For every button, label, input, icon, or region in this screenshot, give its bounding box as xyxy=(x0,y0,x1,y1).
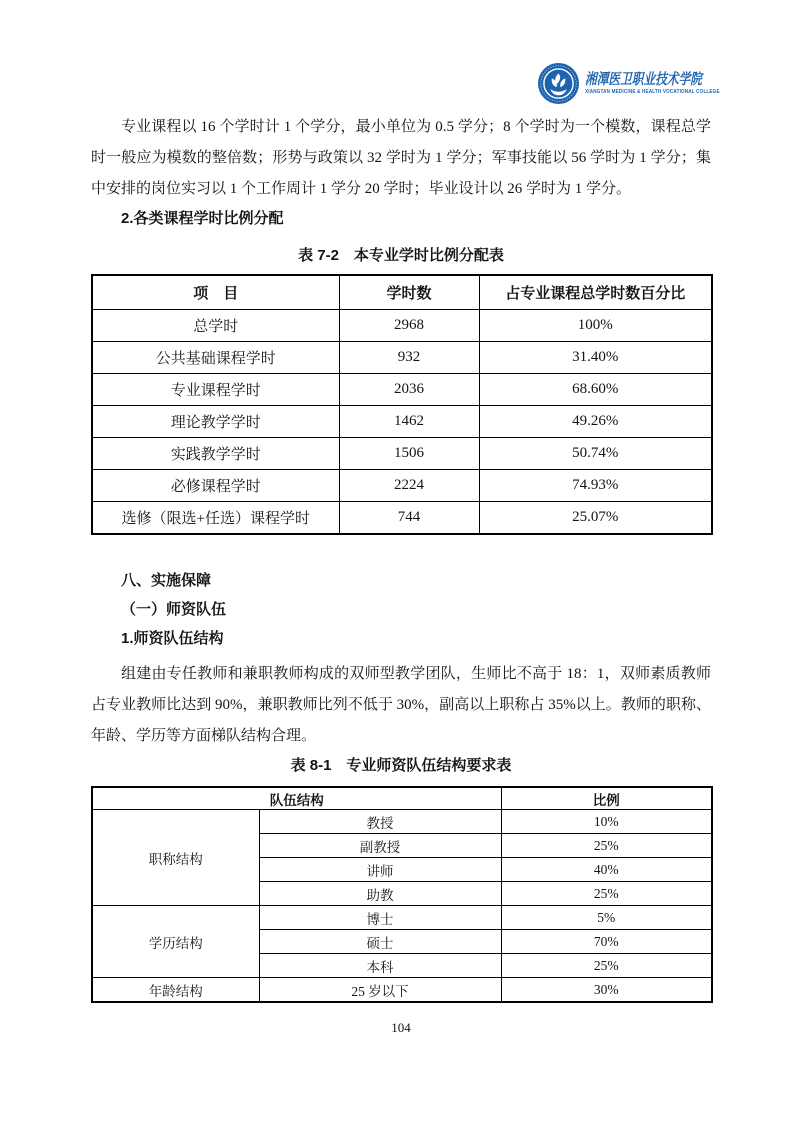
table-row xyxy=(92,406,712,438)
hours-cell: 2224 xyxy=(339,470,479,502)
ratio-cell: 25% xyxy=(501,954,712,978)
table-header-row xyxy=(92,787,712,810)
hours-cell: 2968 xyxy=(339,310,479,342)
group-label-title-structure: 职称结构 xyxy=(92,810,259,906)
item-cell: 专业课程学时 xyxy=(92,374,339,406)
ratio-cell: 5% xyxy=(501,906,712,930)
category-cell: 副教授 xyxy=(259,834,501,858)
category-cell: 本科 xyxy=(259,954,501,978)
percentage-cell: 74.93% xyxy=(479,470,712,502)
table-row xyxy=(92,438,712,470)
college-name-en: XIANGTAN MEDICINE & HEALTH VOCATIONAL COLLEGE xyxy=(585,89,720,95)
item-cell: 公共基础课程学时 xyxy=(92,342,339,374)
hours-cell: 744 xyxy=(339,502,479,535)
group-label-education-structure: 学历结构 xyxy=(92,906,259,978)
college-emblem-icon xyxy=(537,62,580,105)
category-cell: 助教 xyxy=(259,882,501,906)
item-cell: 理论教学学时 xyxy=(92,406,339,438)
percentage-cell: 100% xyxy=(479,310,712,342)
ratio-cell: 40% xyxy=(501,858,712,882)
ratio-cell: 25% xyxy=(501,834,712,858)
ratio-cell: 10% xyxy=(501,810,712,834)
category-cell: 博士 xyxy=(259,906,501,930)
paragraph-faculty-team: 组建由专任教师和兼职教师构成的双师型教学团队，生师比不高于 18：1，双师素质教师占专业教师比达到 90%，兼职教师比列不低于 30%，副高以上职称占 35%以上。教师的职称、年龄、学历等方面梯队结构合理。 xyxy=(91,666,711,744)
page-content xyxy=(91,0,711,1003)
table-row xyxy=(92,906,712,930)
heading-faculty-structure: 1.师资队伍结构 xyxy=(121,630,224,647)
hours-cell: 1462 xyxy=(339,406,479,438)
category-cell: 讲师 xyxy=(259,858,501,882)
table-row xyxy=(92,978,712,1003)
col-header-percentage: 占专业课程总学时数百分比 xyxy=(479,275,712,310)
table-row xyxy=(92,470,712,502)
table-row xyxy=(92,502,712,535)
item-cell: 总学时 xyxy=(92,310,339,342)
ratio-cell: 30% xyxy=(501,978,712,1003)
percentage-cell: 68.60% xyxy=(479,374,712,406)
page-number: 104 xyxy=(391,1020,411,1035)
paragraph-credit-rules: 专业课程以 16 个学时计 1 个学分，最小单位为 0.5 学分；8 个学时为一个模数，课程总学时一般应为模数的整倍数；形势与政策以 32 学时为 1 学分；军事技能以 56 学时为 1 学分；集中安排的岗位实习以 1 个工作周计 1 学分 20 学时；毕业设计以 26 学时为 1 学分。 xyxy=(91,119,711,197)
percentage-cell: 31.40% xyxy=(479,342,712,374)
hours-cell: 932 xyxy=(339,342,479,374)
item-cell: 必修课程学时 xyxy=(92,470,339,502)
col-header-team-structure: 队伍结构 xyxy=(92,787,501,810)
category-cell: 教授 xyxy=(259,810,501,834)
category-cell: 硕士 xyxy=(259,930,501,954)
item-cell: 选修（限选+任选）课程学时 xyxy=(92,502,339,535)
table-row xyxy=(92,374,712,406)
college-logo-text xyxy=(585,71,735,96)
table-row xyxy=(92,810,712,834)
college-logo xyxy=(537,62,735,105)
table-row xyxy=(92,342,712,374)
group-label-age-structure: 年龄结构 xyxy=(92,978,259,1003)
ratio-cell: 25% xyxy=(501,882,712,906)
col-header-hours: 学时数 xyxy=(339,275,479,310)
table-7-2-caption: 表 7-2 本专业学时比例分配表 xyxy=(298,247,504,264)
heading-course-hour-ratio: 2.各类课程学时比例分配 xyxy=(121,210,284,227)
college-name-zh: 湘潭医卫职业技术学院 xyxy=(585,72,703,88)
table-row xyxy=(92,310,712,342)
percentage-cell: 49.26% xyxy=(479,406,712,438)
heading-faculty-team: （一）师资队伍 xyxy=(121,601,227,618)
table-8-1-faculty-structure xyxy=(91,786,713,1003)
col-header-ratio: 比例 xyxy=(501,787,712,810)
table-8-1-caption: 表 8-1 专业师资队伍结构要求表 xyxy=(290,757,512,774)
percentage-cell: 50.74% xyxy=(479,438,712,470)
heading-implementation-guarantee: 八、实施保障 xyxy=(121,572,212,589)
hours-cell: 1506 xyxy=(339,438,479,470)
table-7-2-hour-ratio xyxy=(91,274,713,535)
col-header-item: 项 目 xyxy=(92,275,339,310)
hours-cell: 2036 xyxy=(339,374,479,406)
percentage-cell: 25.07% xyxy=(479,502,712,535)
ratio-cell: 70% xyxy=(501,930,712,954)
table-header-row xyxy=(92,275,712,310)
category-cell: 25 岁以下 xyxy=(259,978,501,1003)
item-cell: 实践教学学时 xyxy=(92,438,339,470)
